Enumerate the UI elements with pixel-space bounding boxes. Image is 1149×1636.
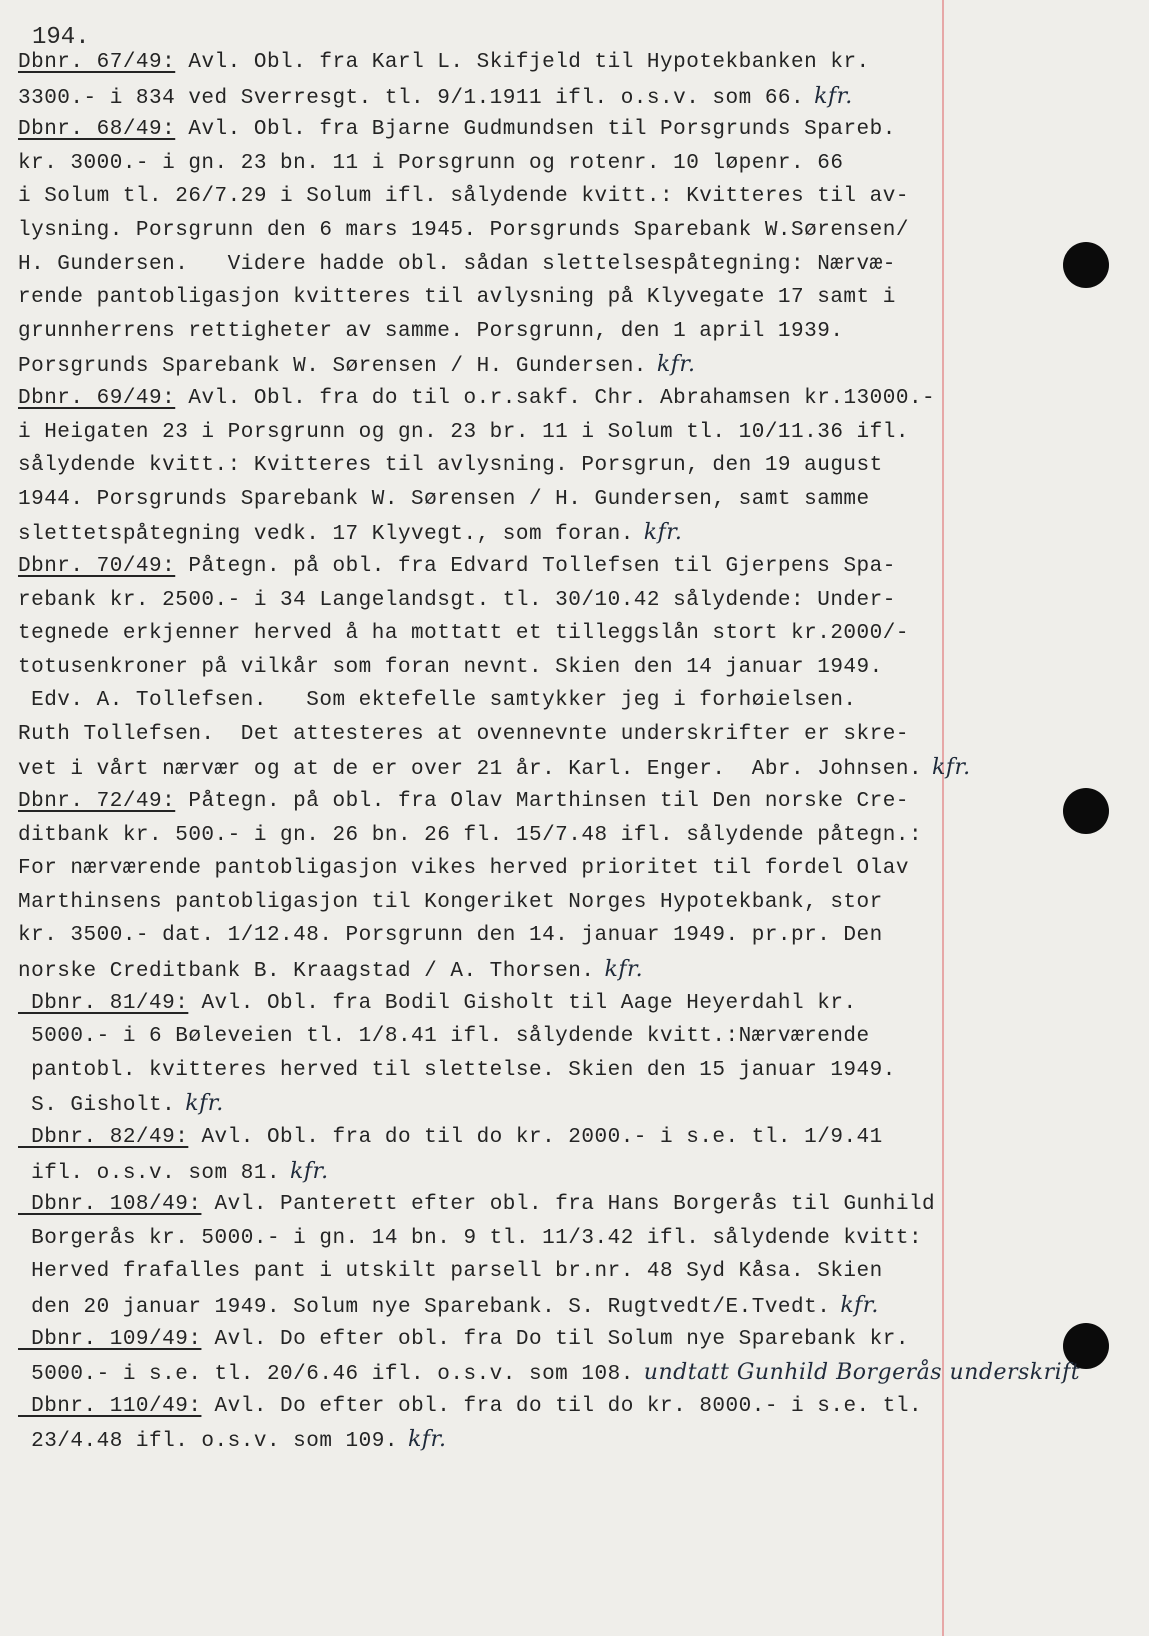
entry-text: 23/4.48 ifl. o.s.v. som 109. [18,1430,398,1454]
entry-line [18,1323,958,1357]
entry-text: 3300.- i 834 ved Sverresgt. tl. 9/1.1911 ifl. o.s.v. som 66. [18,86,805,110]
entry-line [18,147,958,181]
entry-text: norske Creditbank B. Kraagstad / A. Thorsen. [18,960,595,984]
entry-line [18,214,958,248]
ledger-entry [18,1121,958,1188]
entry-text: Avl. Do efter obl. fra do til do kr. 8000.- i s.e. tl. [214,1394,923,1418]
entry-reference: Dbnr. 109/49: [18,1327,202,1351]
entry-line [18,886,958,920]
entry-line [18,80,958,114]
handwritten-initials: kfr. [932,755,971,781]
entry-text: 1944. Porsgrunds Sparebank W. Sørensen / H. Gundersen, samt samme [18,487,870,511]
entry-line [18,1423,958,1457]
entry-text: Avl. Do efter obl. fra Do til Solum nye Sparebank kr. [214,1327,909,1351]
handwritten-initials: kfr. [185,1091,224,1117]
entry-text: tegnede erkjenner herved å ha mottatt et tilleggslån stort kr.2000/- [18,622,909,646]
entry-reference: Dbnr. 69/49: [18,386,176,410]
entry-text: Avl. Panterett efter obl. fra Hans Borgerås til Gunhild [214,1193,936,1217]
entry-text: H. Gundersen. Videre hadde obl. sådan slettelsespåtegning: Nærvæ- [18,252,896,276]
entry-text: i Heigaten 23 i Porsgrunn og gn. 23 br. 11 i Solum tl. 10/11.36 ifl. [18,420,909,444]
entry-text: slettetspåtegning vedk. 17 Klyvegt., som foran. [18,523,634,547]
handwritten-initials: undtatt Gunhild Borgerås underskrift [643,1360,1081,1386]
entry-line [18,113,958,147]
entry-line [18,852,958,886]
ledger-entry [18,1390,958,1457]
entry-line [18,1222,958,1256]
punch-hole-top [1063,242,1109,288]
entry-line [18,315,958,349]
handwritten-initials: kfr. [604,957,644,983]
entry-reference: Dbnr. 108/49: [18,1193,202,1217]
entry-text: Påtegn. på obl. fra Olav Marthinsen til Den norske Cre- [188,790,909,814]
punch-hole-middle [1063,788,1109,834]
entry-line [18,483,958,517]
entry-text: Avl. Obl. fra Karl L. Skifjeld til Hypotekbanken kr. [188,51,870,74]
entry-line [18,416,958,450]
ledger-entries [18,46,1081,1457]
entry-text: Borgerås kr. 5000.- i gn. 14 bn. 9 tl. 11/3.42 ifl. sålydende kvitt: [18,1226,923,1250]
entry-line [18,718,958,752]
entry-line [18,651,958,685]
entry-text: pantobl. kvitteres herved til slettelse. Skien den 15 januar 1949. [18,1058,896,1082]
entry-line [18,1356,1081,1390]
entry-text: grunnherrens rettigheter av samme. Porsgrunn, den 1 april 1939. [18,319,844,343]
entry-reference: Dbnr. 110/49: [18,1394,202,1418]
entry-line [18,1054,958,1088]
page-number: 194. [32,24,90,51]
ledger-entry [18,382,958,550]
handwritten-initials: kfr. [407,1427,447,1453]
ledger-entry [18,46,958,113]
ledger-entry [18,1323,1081,1390]
entry-line [18,248,958,282]
entry-line [18,550,958,584]
handwritten-initials: kfr. [840,1292,879,1318]
entry-text: den 20 januar 1949. Solum nye Sparebank. S. Rugtvedt/E.Tvedt. [18,1295,831,1319]
entry-line [18,617,958,651]
entry-text: i Solum tl. 26/7.29 i Solum ifl. sålydende kvitt.: Kvitteres til av- [18,185,909,209]
entry-reference: Dbnr. 82/49: [18,1126,189,1149]
entry-line [18,382,958,416]
entry-text: 5000.- i 6 Bøleveien tl. 1/8.41 ifl. sålydende kvitt.:Nærværende [18,1025,870,1049]
entry-line [18,684,958,718]
entry-text: ditbank kr. 500.- i gn. 26 bn. 26 fl. 15/7.48 ifl. sålydende påtegn.: [18,823,923,847]
entry-line [18,1020,958,1054]
entry-line [18,953,958,987]
entry-text: Ruth Tollefsen. Det attesteres at ovennevnte underskrifter er skre- [18,722,909,746]
entry-text: Påtegn. på obl. fra Edvard Tollefsen til Gjerpens Spa- [188,554,896,578]
entry-text: Herved frafalles pant i utskilt parsell br.nr. 48 Syd Kåsa. Skien [18,1260,883,1284]
entry-text: Porsgrunds Sparebank W. Sørensen / H. Gundersen. [18,355,647,379]
entry-line [18,1188,958,1222]
entry-text: kr. 3000.- i gn. 23 bn. 11 i Porsgrunn og rotenr. 10 løpenr. 66 [18,151,844,175]
entry-line [18,819,958,853]
entry-line [18,46,958,80]
ledger-entry [18,113,958,382]
entry-line [18,1390,958,1424]
entry-line [18,785,958,819]
entry-text: vet i vårt nærvær og at de er over 21 år. Karl. Enger. Abr. Johnsen. [18,758,923,782]
handwritten-initials: kfr. [656,352,696,378]
entry-text: Avl. Obl. fra Bodil Gisholt til Aage Heyerdahl kr. [201,991,857,1015]
entry-text: S. Gisholt. [18,1094,176,1118]
entry-line [18,919,958,953]
entry-reference: Dbnr. 81/49: [18,991,189,1015]
entry-reference: Dbnr. 67/49: [18,51,176,74]
handwritten-initials: kfr. [643,520,683,546]
entry-line [18,1121,958,1155]
entry-line [18,584,958,618]
entry-line [18,1289,958,1323]
ledger-entry [18,987,958,1121]
entry-text: 5000.- i s.e. tl. 20/6.46 ifl. o.s.v. som 108. [18,1363,634,1387]
entry-text: lysning. Porsgrunn den 6 mars 1945. Porsgrunds Sparebank W.Sørensen/ [18,218,909,242]
entry-line [18,281,958,315]
entry-text: rebank kr. 2500.- i 34 Langelandsgt. tl. 30/10.42 sålydende: Under- [18,588,896,612]
entry-text: Marthinsens pantobligasjon til Kongeriket Norges Hypotekbank, stor [18,890,883,914]
entry-line [18,516,958,550]
entry-text: sålydende kvitt.: Kvitteres til avlysning. Porsgrun, den 19 august [18,454,883,478]
entry-text: Avl. Obl. fra do til o.r.sakf. Chr. Abrahamsen kr.13000.- [188,386,936,410]
entry-line [18,1087,958,1121]
entry-text: totusenkroner på vilkår som foran nevnt. Skien den 14 januar 1949. [18,655,883,679]
entry-line [18,751,971,785]
entry-text: Avl. Obl. fra Bjarne Gudmundsen til Porsgrunds Spareb. [188,118,896,142]
entry-text: kr. 3500.- dat. 1/12.48. Porsgrunn den 14. januar 1949. pr.pr. Den [18,924,883,948]
entry-line [18,348,958,382]
entry-line [18,1255,958,1289]
entry-reference: Dbnr. 68/49: [18,118,176,142]
ledger-entry [18,785,958,987]
entry-text: rende pantobligasjon kvitteres til avlysning på Klyvegate 17 samt i [18,286,896,310]
ledger-entry [18,550,971,785]
ledger-entry [18,1188,958,1322]
entry-reference: Dbnr. 70/49: [18,554,176,578]
entry-text: Avl. Obl. fra do til do kr. 2000.- i s.e. tl. 1/9.41 [201,1126,883,1149]
handwritten-initials: kfr. [814,83,853,109]
entry-reference: Dbnr. 72/49: [18,790,176,814]
entry-text: Edv. A. Tollefsen. Som ektefelle samtykker jeg i forhøielsen. [18,689,857,713]
entry-text: ifl. o.s.v. som 81. [18,1161,281,1185]
entry-text: For nærværende pantobligasjon vikes herved prioritet til fordel Olav [18,857,909,881]
entry-line [18,180,958,214]
entry-line [18,987,958,1021]
entry-line [18,1155,958,1189]
handwritten-initials: kfr. [290,1158,329,1184]
entry-line [18,449,958,483]
